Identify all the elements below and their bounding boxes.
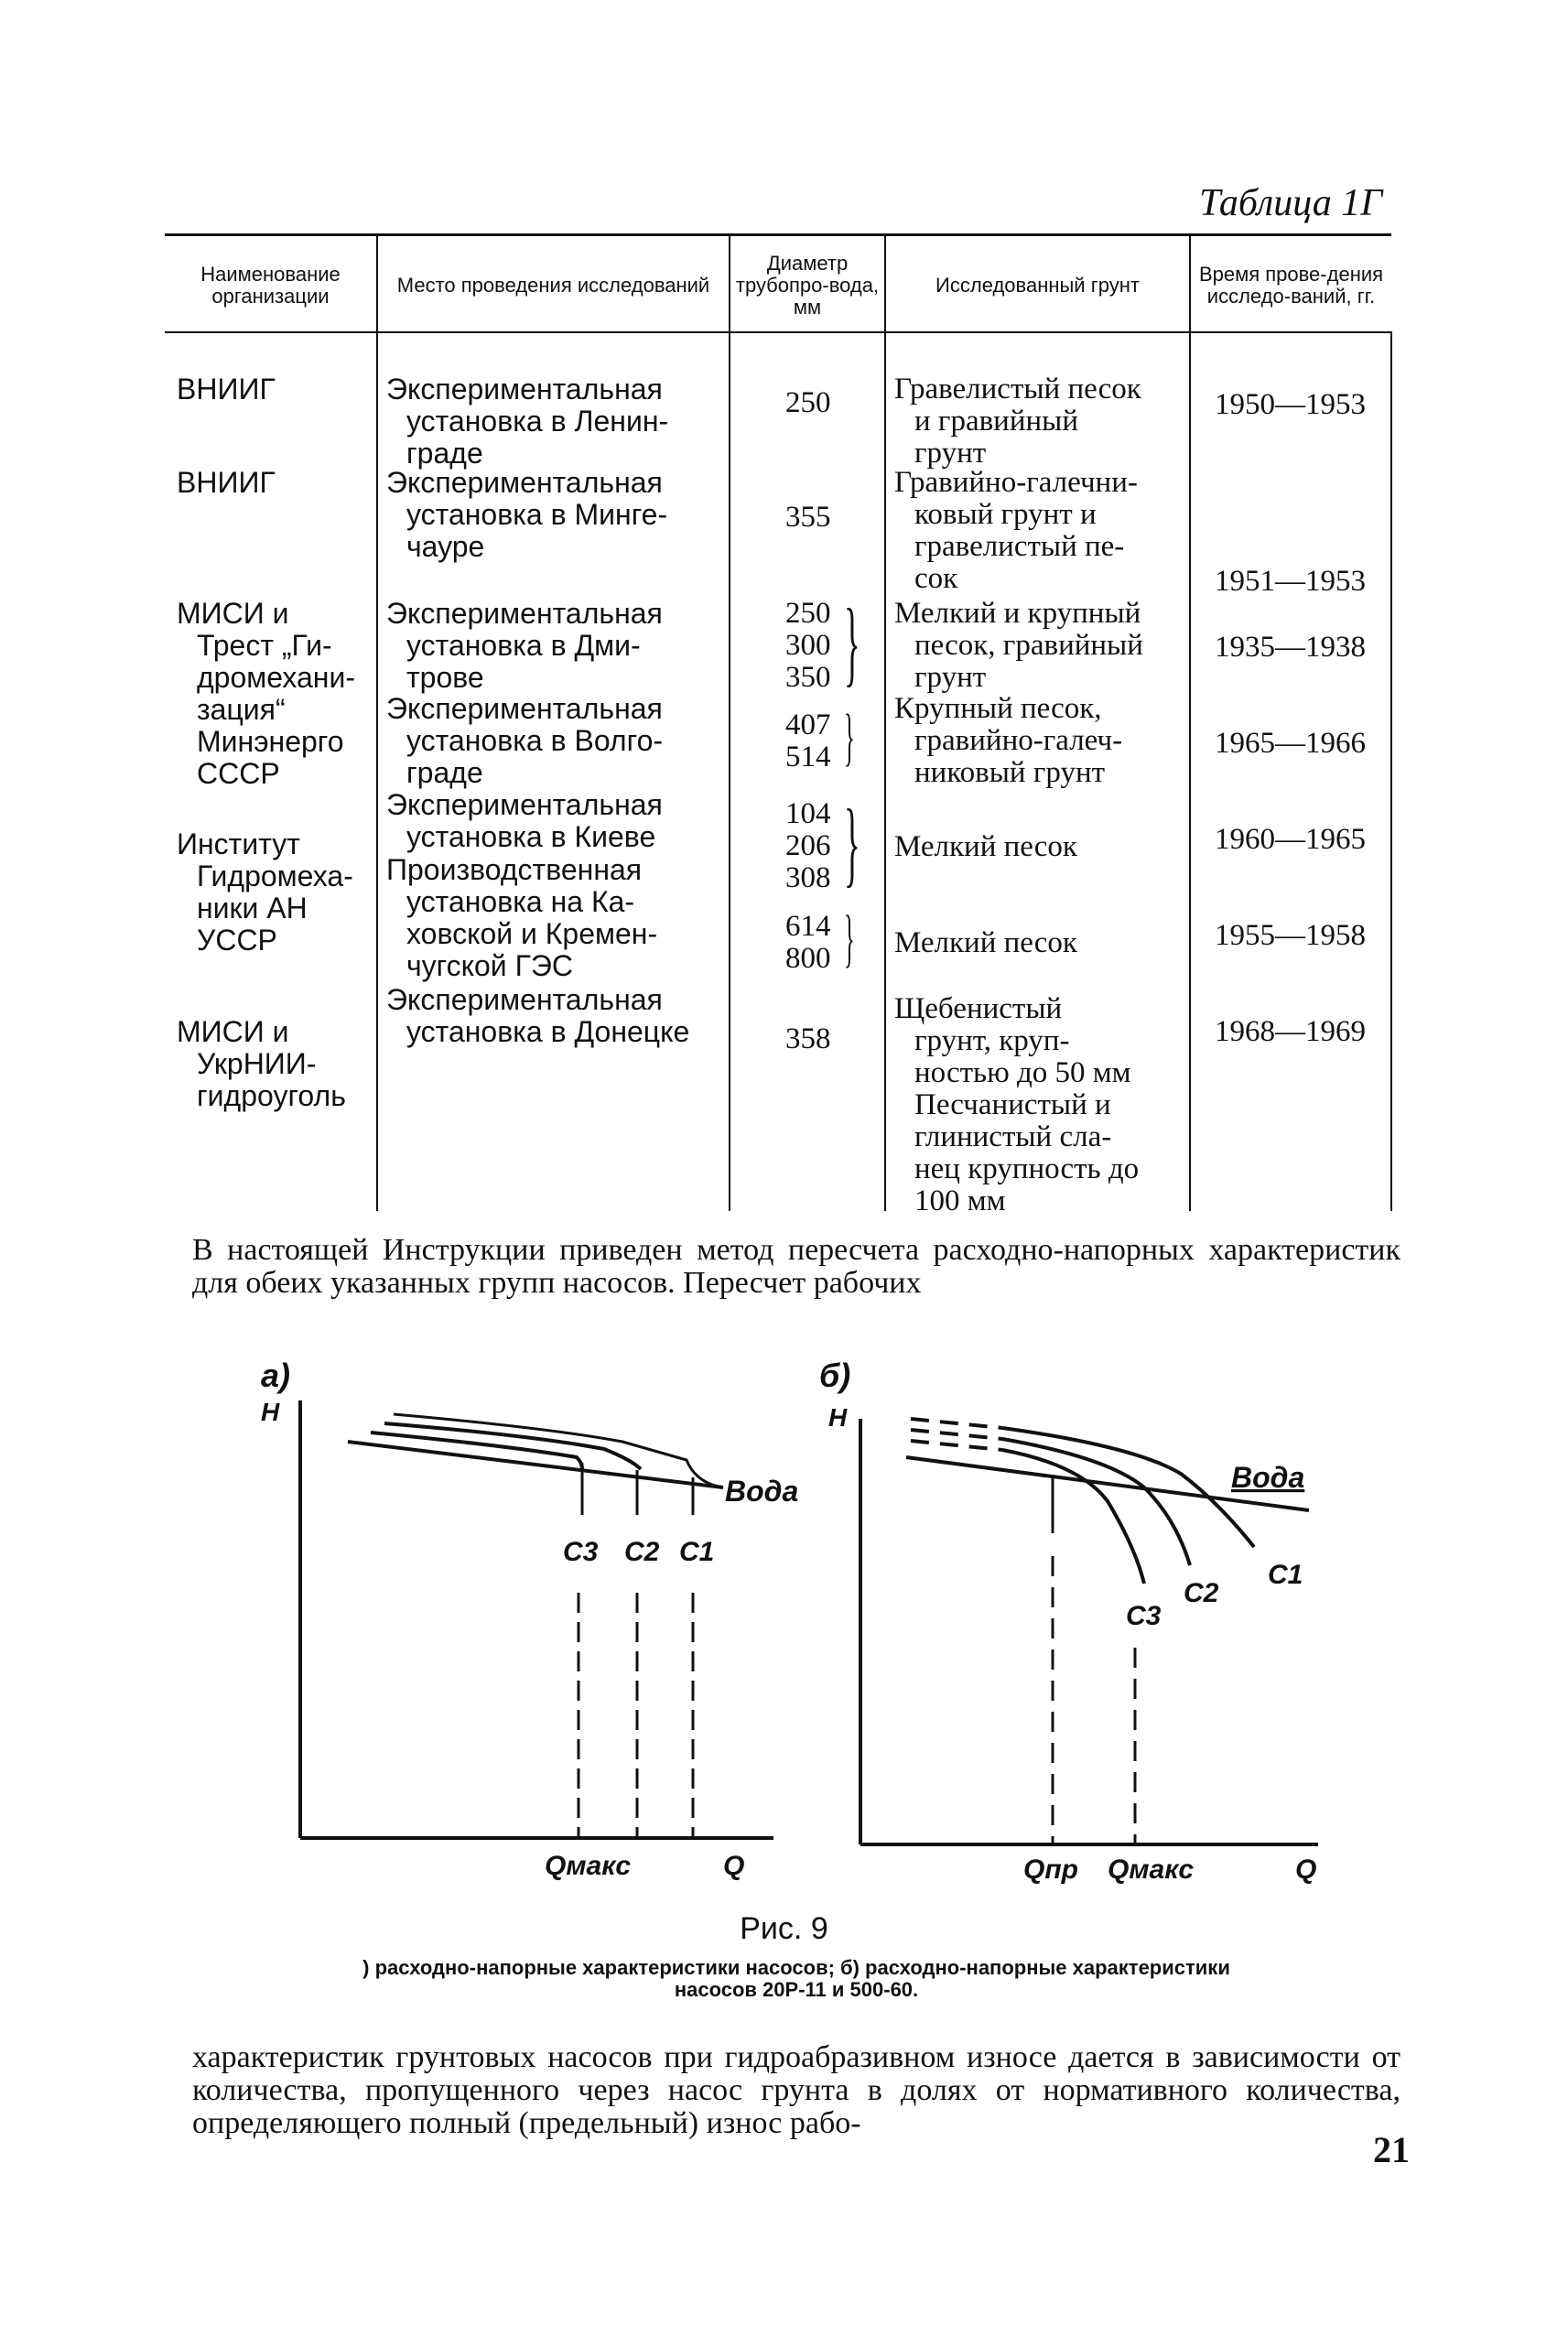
figure-caption: Рис. 9 (740, 1911, 828, 1946)
figure-description-2: насосов 20Р-11 и 500-60. (674, 1978, 919, 2001)
diameter-cell: 300 (785, 629, 831, 662)
org-cell: зация“ (197, 693, 286, 726)
soil-cell: Щебенистый (894, 992, 1063, 1025)
header-place: Место проведения исследований (377, 235, 730, 333)
soil-cell: сок (914, 562, 958, 595)
header-diameter: Диаметр трубопро-вода, мм (730, 235, 885, 333)
place-cell: чугской ГЭС (406, 949, 573, 982)
org-cell: Гидромеха- (197, 860, 353, 892)
soil-cell: глинистый сла- (914, 1120, 1112, 1153)
place-cell: ховской и Кремен- (406, 917, 658, 950)
years-cell: 1950—1953 (1215, 388, 1366, 421)
soil-cell: Крупный песок, (894, 692, 1102, 725)
panel-b-qmax-label: Qмакс (1108, 1855, 1195, 1885)
diameter-cell: 250 (785, 386, 831, 419)
panel-b-c3-label: C3 (1126, 1601, 1162, 1631)
years-cell: 1968—1969 (1215, 1015, 1366, 1048)
diameter-cell: 350 (785, 661, 831, 694)
org-cell: Минэнерго (197, 725, 344, 758)
soil-cell: Песчанистый и (914, 1088, 1111, 1121)
place-cell: установка на Ка- (406, 885, 635, 918)
header-organization: Наименование организации (165, 235, 377, 333)
panel-a-c2-label: C2 (624, 1537, 660, 1567)
place-cell: установка в Ленин- (406, 405, 669, 438)
diameter-cell: 355 (785, 501, 831, 534)
diameter-cell: 206 (785, 829, 831, 862)
place-cell: граде (406, 756, 483, 789)
diameter-cell: 614 (785, 910, 831, 943)
soil-cell: грунт, круп- (914, 1024, 1070, 1057)
org-cell: СССР (197, 757, 280, 790)
panel-b-qpr-label: Qпр (1023, 1855, 1078, 1885)
panel-b-water-label: Вода (1231, 1461, 1305, 1494)
org-cell: ВНИИГ (177, 373, 276, 406)
diameter-cell: 308 (785, 861, 831, 894)
table-caption: Таблица 1Г (1199, 182, 1383, 224)
place-cell: установка в Волго- (406, 724, 664, 757)
org-cell: Трест „Ги- (197, 629, 332, 662)
soil-cell: Мелкий песок (894, 926, 1077, 959)
years-cell: 1955—1958 (1215, 919, 1366, 952)
place-cell: Производственная (386, 853, 643, 886)
place-cell: установка в Донецке (406, 1015, 690, 1048)
soil-cell: Гравелистый песок (894, 373, 1141, 406)
soil-cell: Мелкий и крупный (894, 597, 1141, 630)
soil-cell: грунт (914, 661, 987, 694)
diameter-cell: 514 (785, 741, 831, 773)
place-cell: установка в Киеве (406, 820, 656, 853)
place-cell: установка в Минге- (406, 498, 668, 531)
panel-b-c2-label: C2 (1184, 1578, 1219, 1608)
col-years (1190, 332, 1391, 1211)
org-cell: УкрНИИ- (197, 1047, 317, 1080)
soil-cell: Мелкий песок (894, 830, 1077, 863)
panel-b-y-label: H (828, 1403, 848, 1432)
place-cell: Экспериментальная (386, 983, 663, 1016)
brace-icon: } (844, 589, 860, 696)
place-cell: Экспериментальная (386, 597, 663, 630)
soil-cell: никовый грунт (914, 756, 1106, 789)
years-cell: 1951—1953 (1215, 565, 1366, 598)
brace-icon: } (844, 789, 860, 896)
place-cell: Экспериментальная (386, 692, 663, 725)
soil-cell: грунт (914, 437, 987, 470)
soil-cell: гравийно-галеч- (914, 724, 1123, 757)
place-cell: Экспериментальная (386, 373, 663, 406)
page-number: 21 (1373, 2129, 1410, 2170)
soil-cell: и гравийный (914, 405, 1078, 438)
header-period: Время прове-дения исследо-ваний, гг. (1190, 235, 1391, 333)
diameter-cell: 800 (785, 942, 831, 975)
org-cell: МИСИ и (177, 1015, 289, 1048)
place-cell: чауре (406, 530, 485, 563)
brace-icon: } (844, 903, 855, 974)
panel-a-y-label: H (261, 1398, 280, 1426)
org-cell: ники АН (197, 892, 308, 925)
data-table (165, 233, 1392, 1211)
panel-a-x-label: Q (723, 1851, 745, 1881)
years-cell: 1965—1966 (1215, 727, 1366, 760)
panel-a-qmax-label: Qмакс (545, 1851, 632, 1881)
org-cell: Институт (177, 827, 300, 860)
org-cell: МИСИ и (177, 597, 289, 630)
panel-a-water-label: Вода (725, 1475, 799, 1508)
panel-b-label: б) (819, 1357, 851, 1394)
paragraph-2: характеристик грунтовых насосов при гидроабразивном износе дается в зависимости от количества, пропущенного через насос грунта в долях от нормативного количества, определяющего полный (предельный) износ рабо- (192, 2040, 1400, 2140)
soil-cell: гравелистый пе- (914, 530, 1125, 563)
diameter-cell: 407 (785, 708, 831, 741)
water-curve-a (348, 1442, 723, 1487)
panel-a-c3-label: C3 (563, 1537, 599, 1567)
panel-b-c1-label: C1 (1268, 1560, 1303, 1590)
soil-cell: Гравийно-галечни- (894, 466, 1138, 499)
place-cell: Экспериментальная (386, 466, 663, 499)
soil-cell: ностью до 50 мм (914, 1056, 1131, 1089)
diameter-cell: 250 (785, 597, 831, 630)
panel-a-label: а) (261, 1357, 291, 1394)
soil-cell: ковый грунт и (914, 498, 1097, 531)
diameter-cell: 358 (785, 1022, 831, 1055)
years-cell: 1960—1965 (1215, 823, 1366, 856)
brace-icon: } (844, 702, 855, 773)
place-cell: установка в Дми- (406, 629, 641, 662)
paragraph-1: В настоящей Инструкции приведен метод пересчета расходно-напорных характеристик для обеих указанных групп насосов. Пересчет рабочих (192, 1233, 1400, 1300)
place-cell: трове (406, 661, 484, 694)
diameter-cell: 104 (785, 797, 831, 830)
header-soil: Исследованный грунт (885, 235, 1190, 333)
figure-9 (0, 1318, 1568, 1886)
soil-cell: песок, гравийный (914, 629, 1143, 662)
org-cell: ВНИИГ (177, 466, 276, 499)
years-cell: 1935—1938 (1215, 631, 1366, 664)
soil-cell: 100 мм (914, 1184, 1006, 1217)
figure-description-1: ) расходно-напорные характеристики насосов; б) расходно-напорные характеристики (362, 1956, 1230, 1979)
panel-b-x-label: Q (1295, 1855, 1317, 1885)
org-cell: УССР (197, 924, 277, 957)
org-cell: дромехани- (197, 661, 355, 694)
soil-cell: нец крупность до (914, 1152, 1140, 1185)
panel-a-c1-label: C1 (679, 1537, 715, 1567)
place-cell: Экспериментальная (386, 788, 663, 821)
place-cell: граде (406, 437, 483, 470)
org-cell: гидроуголь (197, 1079, 346, 1112)
